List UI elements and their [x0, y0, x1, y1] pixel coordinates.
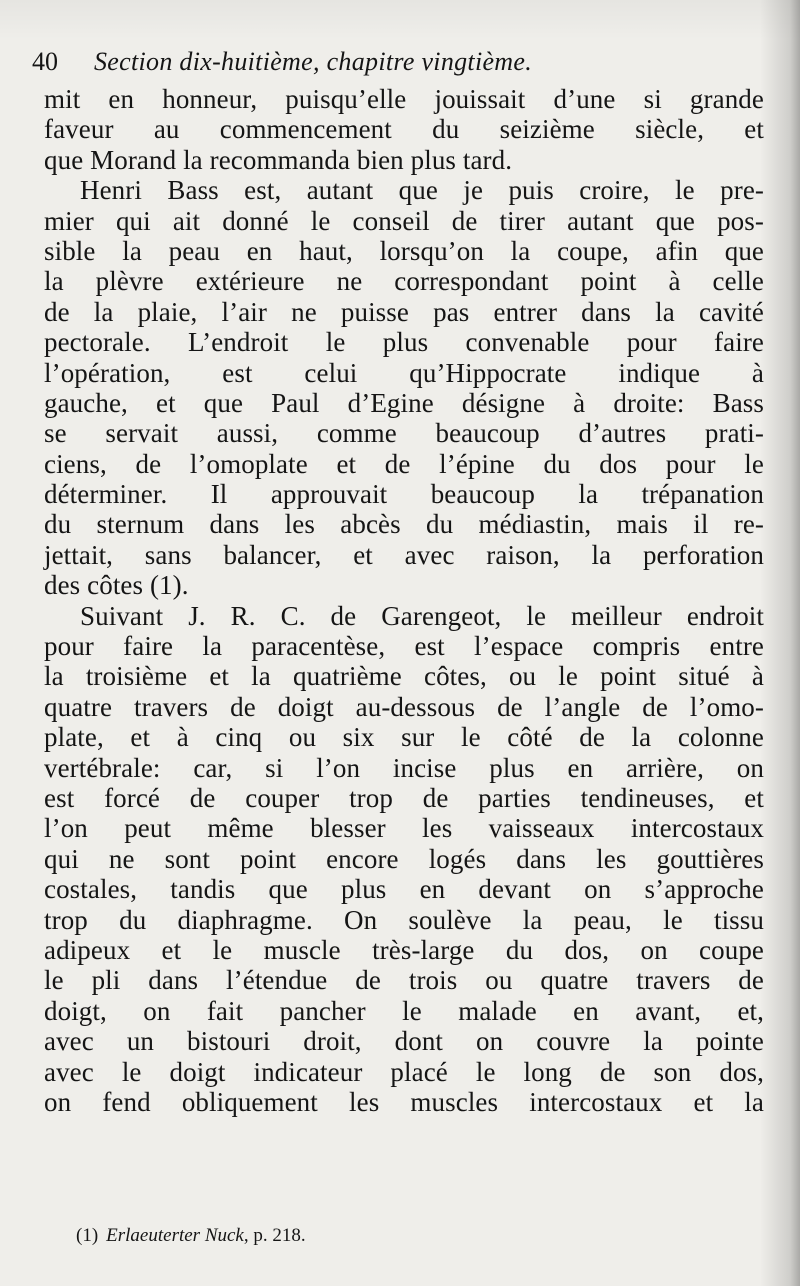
text-line-6: sible la peau en haut, lorsqu’on la coupe, afin que	[44, 235, 764, 266]
text-line-33: avec le doigt indicateur placé le long de son dos,	[44, 1056, 764, 1087]
text-line-4: Henri Bass est, autant que je puis croire, le pre-	[80, 175, 764, 206]
text-line-17: des côtes (1).	[44, 570, 189, 601]
text-line-29: adipeux et le muscle très-large du dos, on coupe	[44, 934, 764, 965]
running-head	[32, 42, 772, 82]
footnote	[76, 1222, 676, 1250]
text-line-26: qui ne sont point encore logés dans les gouttières	[44, 843, 764, 874]
text-line-23: vertébrale: car, si l’on incise plus en arrière, on	[44, 752, 764, 783]
text-line-32: avec un bistouri droit, dont on couvre la pointe	[44, 1026, 764, 1057]
text-line-25: l’on peut même blesser les vaisseaux intercostaux	[44, 813, 764, 844]
text-line-30: le pli dans l’étendue de trois ou quatre travers de	[44, 965, 764, 996]
text-line-1: mit en honneur, puisqu’elle jouissait d’une si grande	[44, 84, 764, 114]
text-line-16: jettait, sans balancer, et avec raison, la perforation	[44, 539, 764, 570]
text-line-20: la troisième et la quatrième côtes, ou le point situé à	[44, 661, 764, 692]
text-line-19: pour faire la paracentèse, est l’espace compris entre	[44, 631, 764, 662]
text-line-24: est forcé de couper trop de parties tendineuses, et	[44, 782, 764, 813]
running-title: Section dix-huitième, chapitre vingtième.	[94, 47, 533, 76]
text-line-3: que Morand la recommanda bien plus tard.	[44, 144, 513, 175]
text-line-2: faveur au commencement du seizième siècle, et	[44, 114, 764, 145]
text-line-15: du sternum dans les abcès du médiastin, mais il re-	[44, 509, 764, 540]
footnote-marker: (1)	[76, 1225, 99, 1246]
text-line-10: l’opération, est celui qu’Hippocrate indique à	[44, 357, 764, 388]
text-line-28: trop du diaphragme. On soulève la peau, le tissu	[44, 904, 764, 935]
text-line-9: pectorale. L’endroit le plus convenable pour faire	[44, 327, 764, 358]
footnote-work-title: Erlaeuterter Nuck	[106, 1225, 244, 1246]
text-line-34: on fend obliquement les muscles intercostaux et la	[44, 1086, 764, 1117]
text-line-18: Suivant J. R. C. de Garengeot, le meilleur endroit	[80, 600, 764, 631]
text-line-27: costales, tandis que plus en devant on s’approche	[44, 874, 764, 905]
text-line-11: gauche, et que Paul d’Egine désigne à droite: Bass	[44, 387, 764, 418]
text-line-22: plate, et à cinq ou six sur le côté de la colonne	[44, 722, 764, 753]
text-line-7: la plèvre extérieure ne correspondant point à celle	[44, 266, 764, 297]
text-line-5: mier qui ait donné le conseil de tirer autant que pos-	[44, 205, 764, 236]
text-line-31: doigt, on fait pancher le malade en avant, et,	[44, 995, 764, 1026]
text-line-14: déterminer. Il approuvait beaucoup la trépanation	[44, 479, 764, 510]
text-line-13: ciens, de l’omoplate et de l’épine du dos pour le	[44, 448, 764, 479]
text-line-8: de la plaie, l’air ne puisse pas entrer dans la cavité	[44, 296, 764, 327]
body-text	[44, 84, 764, 1117]
footnote-page-ref: , p. 218.	[243, 1225, 306, 1246]
text-line-21: quatre travers de doigt au-dessous de l’angle de l’omo-	[44, 691, 764, 722]
page-number: 40	[32, 47, 58, 76]
text-line-12: se servait aussi, comme beaucoup d’autres prati-	[44, 418, 764, 449]
